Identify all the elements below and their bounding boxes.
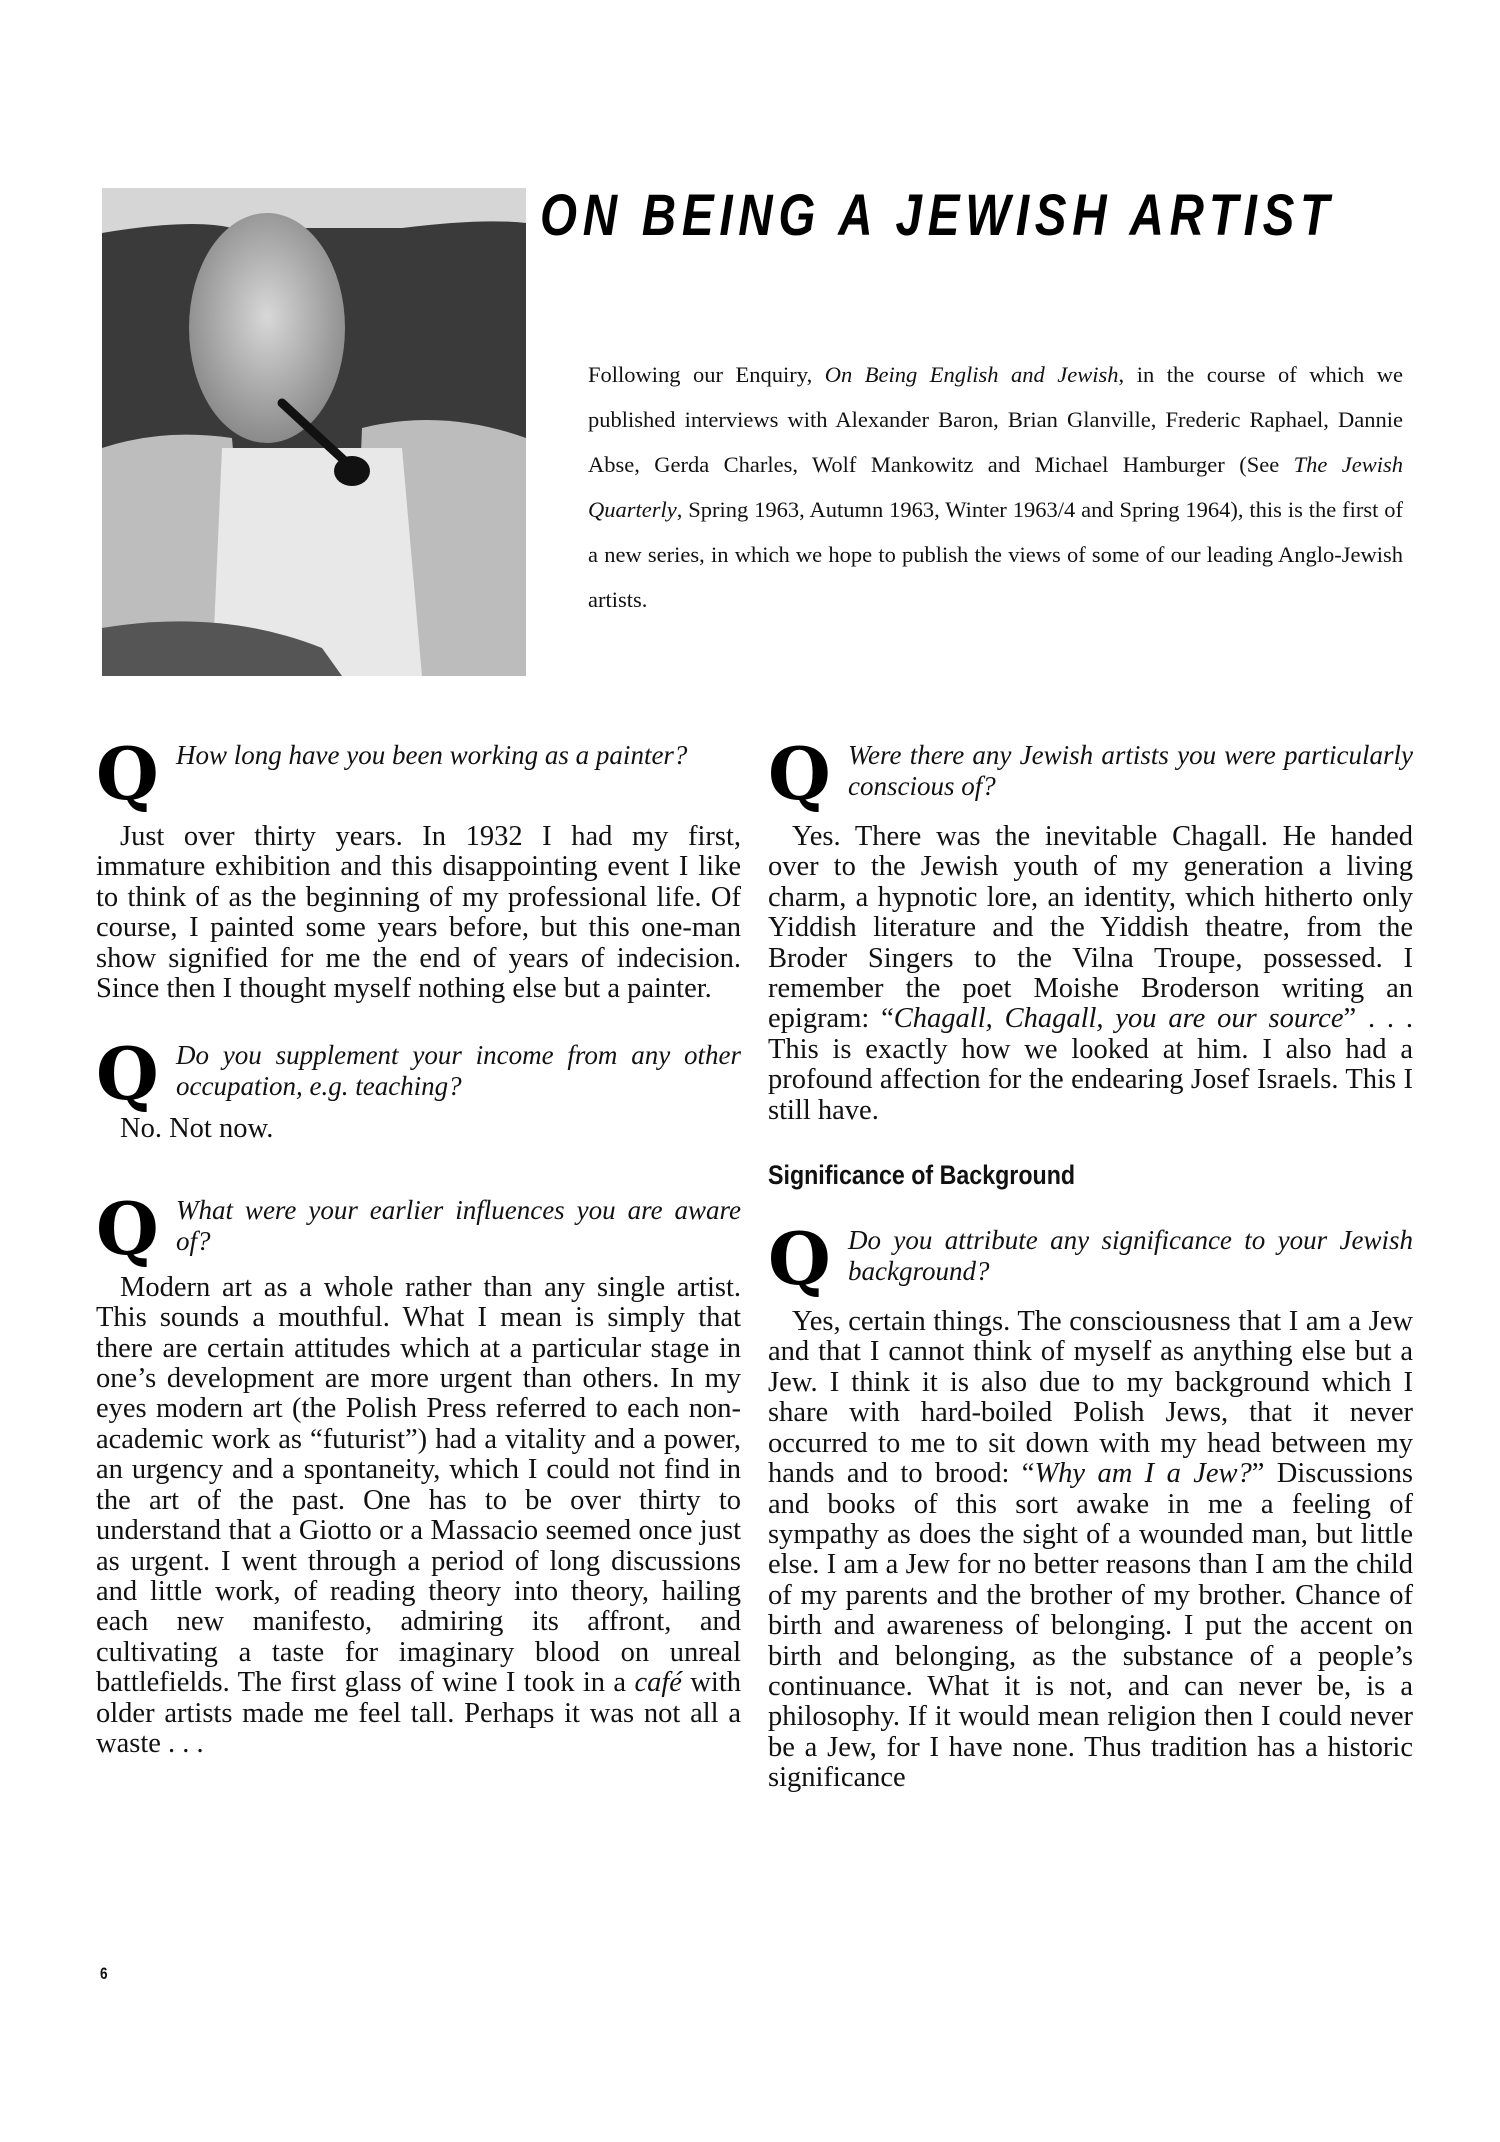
journal-title: The Jewish Quarterly: [588, 452, 1403, 522]
qa-block: [96, 1185, 741, 1760]
question: [768, 1216, 1413, 1302]
q-marker: Q: [768, 1216, 831, 1302]
answer: [768, 822, 1413, 1126]
question-text: Do you attribute any significance to your Jewish background?: [848, 1225, 1413, 1287]
answer: [768, 1307, 1413, 1794]
answer: [96, 1273, 741, 1760]
artist-portrait-photo: [102, 188, 526, 676]
q-marker: Q: [768, 731, 831, 816]
question-text: Do you supplement your income from any other occupation, e.g. teaching?: [176, 1040, 741, 1102]
enquiry-title: On Being English and Jewish: [824, 362, 1119, 387]
question-text: What were your earlier influences you are aware of?: [176, 1194, 741, 1256]
portrait-image: [102, 188, 526, 676]
answer-text: Modern art as a whole rather than any single artist. This sounds a mouthful. What I mean is simply that there are certain attitudes which at a particular stage in one’s development are more urgent than others. In my eyes modern art (the Polish Press referred to each non-academic work as “futurist”) had a vitality and a power, an urgency and a spontaneity, which I could not find in the art of the past. One has to be over thirty to understand that a Giotto or a Massacio seemed once just as urgent. I went through a period of long discussions and little work, of reading theory into theory, hailing each new manifesto, admiring its affront, and cultivating a taste for imaginary blood on unreal battlefields. The first glass of wine I took in a: [96, 1271, 741, 1699]
left-column: [96, 731, 741, 1759]
question-text: Were there any Jewish artists you were particularly conscious of?: [848, 740, 1413, 801]
answer: Just over thirty years. In 1932 I had my first, immature exhibition and this disappointing event I like to think of as the beginning of my professional life. Of course, I painted some years before, but this one-man show signified for me the end of years of indecision. Since then I thought myself nothing else but a painter.: [96, 821, 741, 1005]
page-number: 6: [100, 1964, 108, 1983]
q-marker: Q: [96, 731, 159, 816]
question: [96, 1185, 741, 1271]
answer-text: ” . . . This is exactly how we looked at him. I also had a profound affection for the endearing Josef Israels. This I still have.: [768, 1003, 1413, 1126]
question: [96, 731, 741, 816]
answer-italic: Why am I a Jew?: [1034, 1458, 1252, 1490]
question-text: How long have you been working as a painter?: [176, 740, 688, 770]
answer-text: Yes, certain things. The consciousness that I am a Jew and that I cannot think of myself as anything else but a Jew. I think it is also due to my background which I share with hard-boiled Polish Jews, that it never occurred to me to sit down with my head between my hands and to brood: “: [768, 1306, 1413, 1490]
answer: No. Not now.: [120, 1113, 274, 1145]
answer-text: with older artists made me feel tall. Perhaps it was not all a waste . . .: [96, 1667, 741, 1759]
qa-block: [768, 731, 1413, 1126]
intro-text: Following our Enquiry,: [588, 362, 825, 387]
q-marker: Q: [96, 1185, 159, 1271]
qa-block: [96, 1031, 741, 1145]
qa-block: [768, 1216, 1413, 1794]
intro-text: , in the course of which we published interviews with Alexander Baron, Brian Glanville, Frederic Raphael, Dannie Abse, Gerda Charles, Wolf Mankowitz and Michael Hamburger (See: [588, 362, 1403, 477]
section-subheading: Significance of Background: [768, 1160, 1076, 1191]
article-title: ON BEING A JEWISH ARTIST: [540, 183, 1335, 248]
qa-block: [96, 731, 741, 1005]
answer-text: ” Discussions and books of this sort awake in me a feeling of sympathy as does the sight of a wounded man, but little else. I am a Jew for no better reasons than I am the child of my parents and the brother of my brother. Chance of birth and awareness of belonging. I put the accent on birth and belonging, as the substance of a people’s continuance. What it is not, and can never be, is a philosophy. If it would mean religion then I could never be a Jew, for I have none. Thus tradition has a historic significance: [768, 1458, 1413, 1794]
intro-text: , Spring 1963, Autumn 1963, Winter 1963/4 and Spring 1964), this is the first of a new series, in which we hope to publish the views of some of our leading Anglo-Jewish artists.: [588, 497, 1403, 612]
answer-italic: café: [634, 1667, 682, 1699]
q-marker: Q: [96, 1031, 159, 1117]
intro-paragraph: [588, 352, 1403, 622]
question: [768, 731, 1413, 816]
answer-text: Yes. There was the inevitable Chagall. He handed over to the Jewish youth of my generation a living charm, a hypnotic lore, an identity, which hitherto only Yiddish literature and the Yiddish theatre, from the Broder Singers to the Vilna Troupe, possessed. I remember the poet Moishe Broderson writing an epigram: “: [768, 821, 1413, 1035]
question: [96, 1031, 741, 1117]
answer-italic: Chagall, Chagall, you are our source: [893, 1003, 1344, 1035]
right-column: [768, 731, 1413, 1794]
